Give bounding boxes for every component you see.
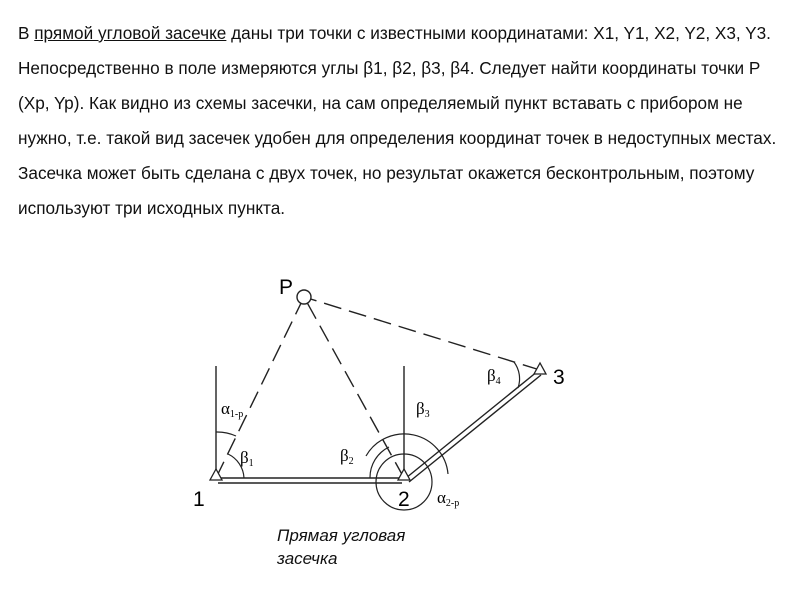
paragraph-body: даны три точки с известными координатами: X1, Y1, X2, Y2, X3, Y3. Непосредственно в поле измеряются углы β1, β2, β3, β4. Следует найти координаты точки P (Xp, Yp). Как видно из схемы засечки, на сам определяемый пункт вставать с прибором не нужно, т.е. такой вид засечек удобен для определения координат точек в недоступных местах. Засечка может быть сделана с двух точек, но результат окажется бесконтрольным, поэтому используют три исходных пункта.	[18, 23, 777, 218]
diagram-caption	[277, 524, 477, 570]
label-beta-1: β1	[240, 448, 254, 469]
arc-alpha-1p	[216, 432, 236, 436]
sight-line-1-p	[216, 297, 304, 478]
sight-line-2-p	[304, 297, 404, 478]
caption-line-2: засечка	[277, 549, 338, 568]
sight-line-3-p	[304, 297, 540, 370]
term-direct-angular-resection: прямой угловой засечке	[34, 23, 227, 43]
label-alpha-2p: α2-p	[437, 488, 460, 509]
baseline-2-3-b	[409, 375, 541, 482]
label-point-3: 3	[553, 366, 565, 389]
label-point-1: 1	[193, 488, 205, 511]
arc-beta-2	[370, 447, 389, 478]
paragraph-lead: В	[18, 23, 35, 43]
label-beta-4: β4	[487, 366, 501, 387]
label-beta-2: β2	[340, 446, 354, 467]
arc-beta-4	[514, 362, 520, 388]
label-beta-3: β3	[416, 399, 430, 420]
label-alpha-1p: α1-p	[221, 399, 244, 420]
caption-line-1: Прямая угловая	[277, 526, 406, 545]
label-point-2: 2	[398, 488, 410, 511]
label-point-p: P	[279, 276, 294, 299]
point-p-marker	[297, 290, 311, 304]
